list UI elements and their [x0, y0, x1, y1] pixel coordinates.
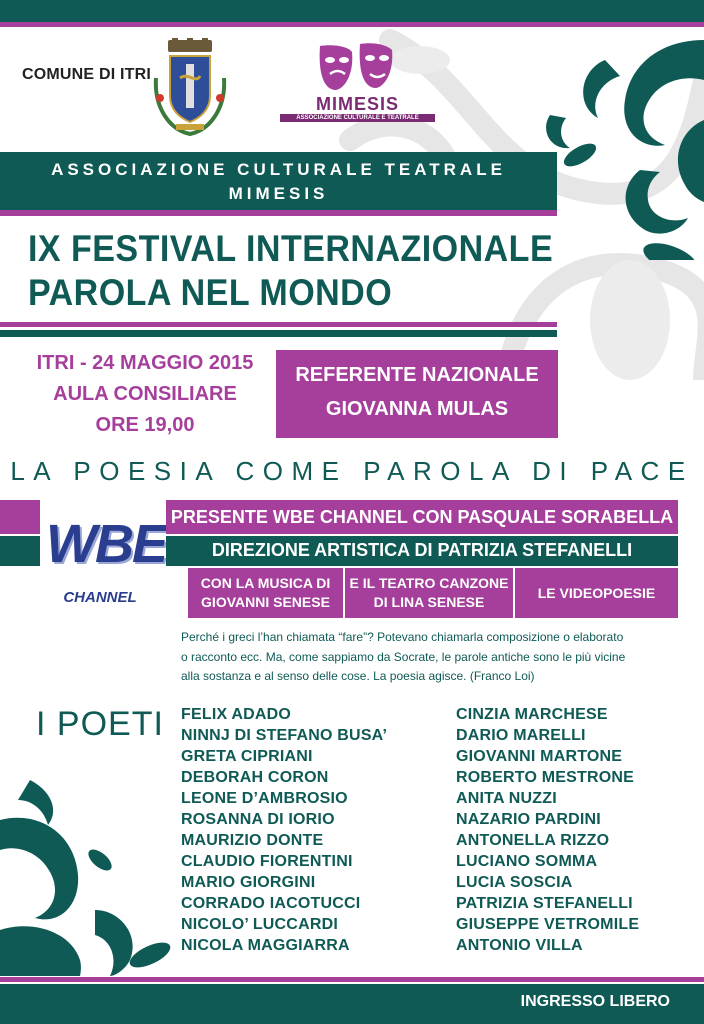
event-place: AULA CONSILIARE	[53, 383, 237, 405]
association-title-line1: ASSOCIAZIONE CULTURALE TEATRALE	[51, 160, 506, 179]
poet-name: MARIO GIORGINI	[181, 874, 316, 891]
poet-name: ANTONELLA RIZZO	[456, 832, 610, 849]
poet-name: ANITA NUZZI	[456, 790, 557, 807]
poet-name: ANTONIO VILLA	[456, 937, 583, 954]
festival-title-line2: PAROLA NEL MONDO	[28, 272, 393, 313]
association-title-line2: MIMESIS	[228, 184, 329, 203]
referente-title: REFERENTE NAZIONALE	[295, 364, 539, 386]
mimesis-logo	[280, 42, 435, 122]
top-stripe	[0, 22, 704, 27]
ingresso-libero: INGRESSO LIBERO	[520, 993, 670, 1010]
comune-label: COMUNE DI ITRI	[22, 66, 152, 83]
poet-name: NAZARIO PARDINI	[456, 811, 601, 828]
poet-name: CINZIA MARCHESE	[456, 706, 608, 723]
referente-name: GIOVANNA MULAS	[325, 398, 509, 420]
wbe-channel-logo	[40, 505, 166, 615]
wbe-cell-musica-line1: CON LA MUSICA DI	[200, 575, 331, 591]
poet-name: NINNJ DI STEFANO BUSA’	[181, 727, 388, 744]
poet-name: GRETA CIPRIANI	[181, 748, 313, 765]
poet-name: GIUSEPPE VETROMILE	[456, 916, 640, 933]
wbe-cell-musica	[188, 568, 343, 618]
quote-block	[181, 628, 681, 687]
poeti-title: I POETI	[36, 705, 164, 743]
wbe-cell-teatro	[345, 568, 513, 618]
bottom-stripe	[0, 977, 704, 982]
poet-name: LUCIANO SOMMA	[456, 853, 598, 870]
poet-name: LUCIA SOSCIA	[456, 874, 573, 891]
association-underline	[0, 210, 557, 216]
floral-ornament-bottom-left	[0, 780, 180, 976]
wbe-cell-videopoesie	[515, 568, 678, 618]
wbe-cell-videopoesie-line1: LE VIDEOPOESIE	[537, 584, 656, 601]
quote-line: o racconto ecc. Ma, come sappiamo da Socrate, le parole antiche sono le più vicine	[181, 649, 626, 664]
poet-name: CORRADO IACOTUCCI	[181, 895, 361, 912]
wbe-cell-musica-line2: GIOVANNI SENESE	[201, 594, 330, 610]
quote-line: alla sostanza e al senso delle cose. La poesia agisce. (Franco Loi)	[181, 669, 535, 683]
top-bar	[0, 0, 704, 22]
comune-crest-icon	[150, 38, 230, 138]
event-time: ORE 19,00	[95, 414, 195, 436]
wbe-left-accent-teal	[0, 536, 40, 566]
poet-name: LEONE D’AMBROSIO	[181, 790, 348, 807]
poet-name: DEBORAH CORON	[181, 769, 329, 786]
quote-line: Perché i greci l’han chiamata “fare”? Potevano chiamarla composizione o elaborato	[181, 630, 624, 644]
poets-list-right	[456, 704, 639, 956]
poets-list-left	[181, 704, 387, 956]
wbe-direzione-text: DIREZIONE ARTISTICA DI PATRIZIA STEFANELLI	[211, 540, 633, 560]
divider-teal	[0, 330, 557, 337]
poet-name: GIOVANNI MARTONE	[456, 748, 623, 765]
wbe-cell-teatro-line1: E IL TEATRO CANZONE	[349, 575, 509, 591]
theatre-masks-icon	[280, 42, 435, 94]
mimesis-logo-subtitle: ASSOCIAZIONE CULTURALE E TEATRALE	[280, 114, 435, 122]
floral-ornament-top-right	[520, 20, 704, 260]
event-date: ITRI - 24 MAGGIO 2015	[36, 352, 254, 374]
mimesis-logo-name: MIMESIS	[315, 94, 399, 114]
poet-name: MAURIZIO DONTE	[181, 832, 324, 849]
poet-name: ROSANNA DI IORIO	[181, 811, 335, 828]
wbe-presente-text: PRESENTE WBE CHANNEL CON PASQUALE SORABELLA	[170, 507, 674, 527]
wbe-logo-text: WBE	[46, 514, 166, 574]
wbe-logo-sub: CHANNEL	[63, 589, 137, 606]
poet-name: DARIO MARELLI	[456, 727, 586, 744]
poet-name: ROBERTO MESTRONE	[456, 769, 635, 786]
wbe-cell-teatro-line2: DI LINA SENESE	[373, 594, 485, 610]
poet-name: NICOLA MAGGIARRA	[181, 937, 350, 954]
poet-name: FELIX ADADO	[181, 706, 292, 723]
poet-name: CLAUDIO FIORENTINI	[181, 853, 353, 870]
wbe-left-accent-magenta	[0, 500, 40, 534]
festival-title-line1: IX FESTIVAL INTERNAZIONALE	[28, 228, 554, 269]
slogan: LA POESIA COME PAROLA DI PACE	[10, 456, 694, 486]
poet-name: PATRIZIA STEFANELLI	[456, 895, 633, 912]
poet-name: NICOLO’ LUCCARDI	[181, 916, 338, 933]
